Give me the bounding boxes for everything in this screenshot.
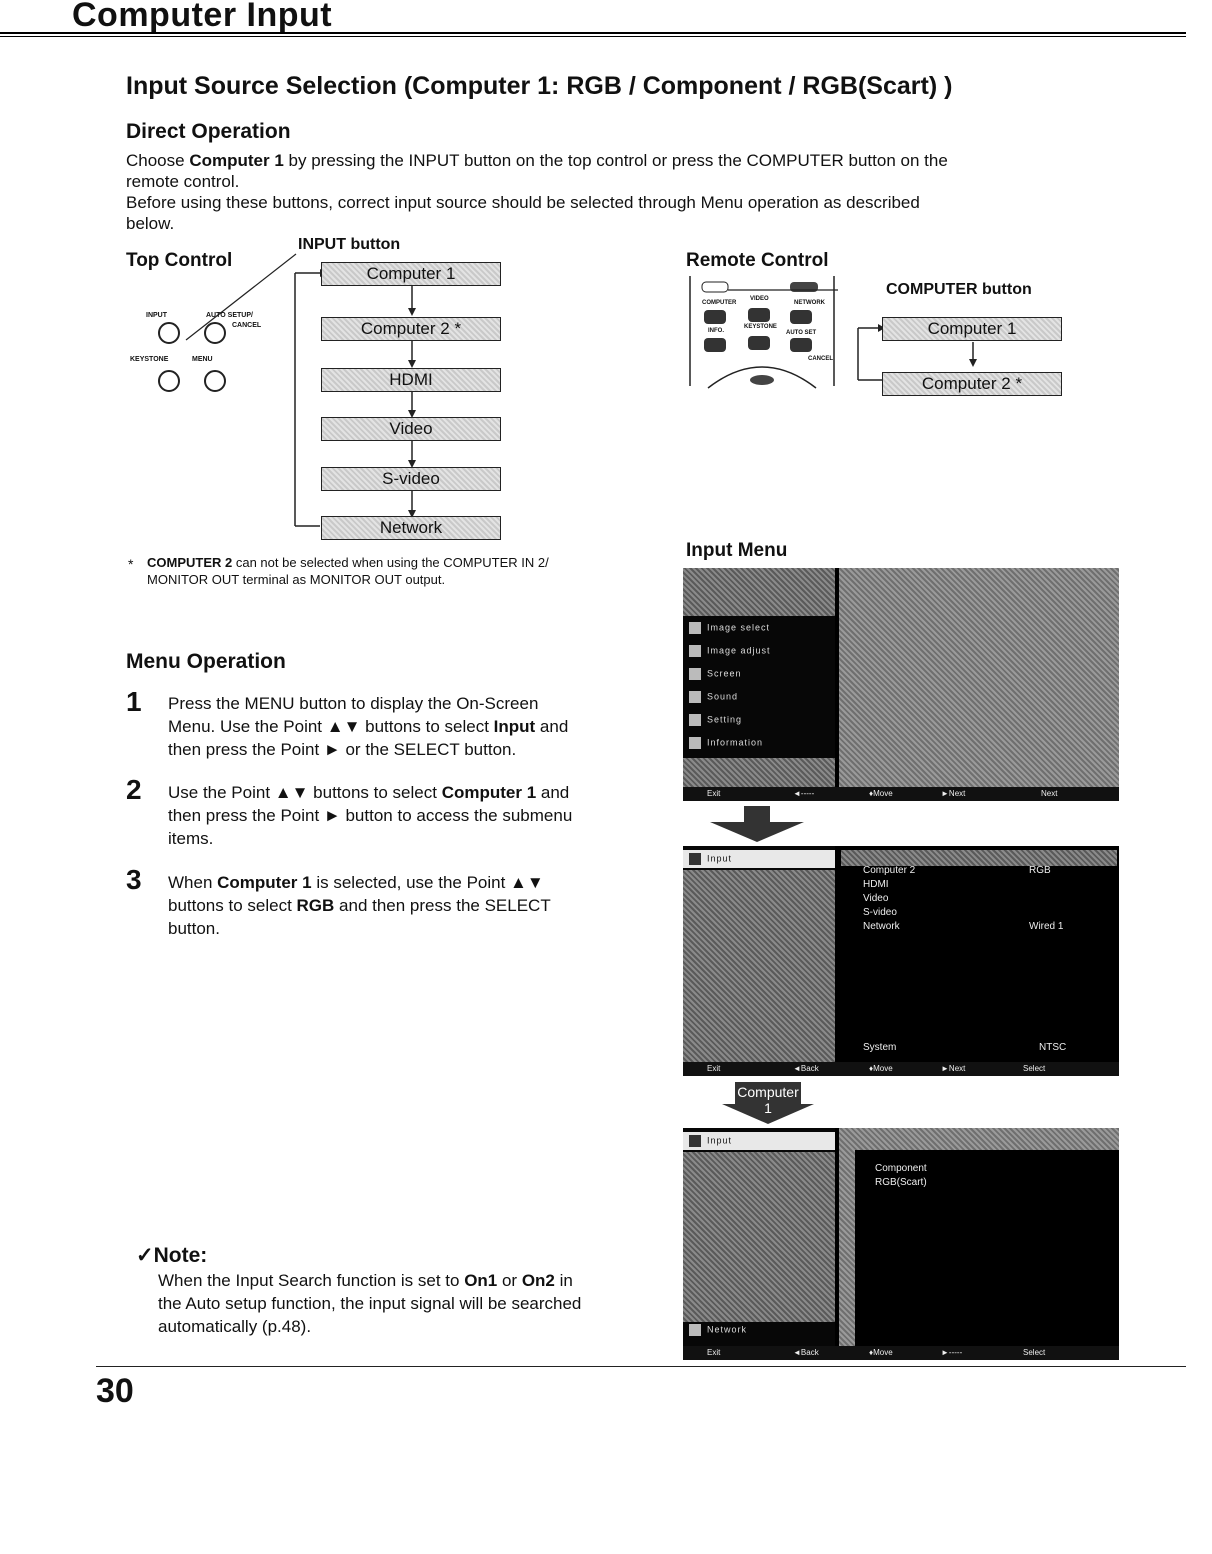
text-span: Image adjust bbox=[707, 645, 771, 656]
osd-item-image-select bbox=[689, 622, 770, 634]
source-computer-1: Computer 1 bbox=[321, 262, 501, 286]
text-span: Information bbox=[707, 737, 764, 748]
list-item: HDMI bbox=[863, 879, 889, 890]
osd-menu-list bbox=[683, 1128, 835, 1346]
top-control-diagram bbox=[140, 240, 510, 550]
information-icon bbox=[689, 737, 701, 749]
text-span: and then press the SELECT bbox=[334, 896, 551, 915]
keystone-key-label: KEYSTONE bbox=[130, 356, 169, 363]
footer-select: Select bbox=[1023, 1064, 1046, 1073]
text-span: When bbox=[168, 873, 218, 892]
text-line: automatically (p.48). bbox=[158, 1317, 312, 1336]
text-span: in bbox=[554, 1271, 573, 1290]
section-title: Input Source Selection (Computer 1: RGB / Component / RGB(Scart) ) bbox=[126, 72, 953, 100]
direct-operation-heading: Direct Operation bbox=[126, 120, 291, 143]
footer-exit: Exit bbox=[707, 789, 721, 798]
arrow-label bbox=[735, 1084, 801, 1116]
text-line: MONITOR OUT terminal as MONITOR OUT output. bbox=[147, 572, 446, 587]
text-span: Input bbox=[707, 853, 733, 864]
text-span: Menu. Use the Point ▲▼ buttons to select bbox=[168, 717, 494, 736]
input-menu-heading: Input Menu bbox=[686, 540, 788, 561]
step-1-text bbox=[168, 692, 618, 761]
text-bold: Computer 1 bbox=[217, 873, 312, 892]
remote-key-video: VIDEO bbox=[750, 296, 769, 302]
footnote-mark: * bbox=[128, 556, 134, 572]
osd-item-setting bbox=[689, 714, 742, 726]
text-span: Network bbox=[707, 1324, 748, 1335]
text-span: can not be selected when using the COMPUTER IN 2/ bbox=[232, 555, 549, 570]
footer-select: Next bbox=[1041, 789, 1058, 798]
footer-move: ♦Move bbox=[869, 1348, 893, 1357]
osd-signal-list bbox=[875, 1162, 927, 1190]
osd-footer bbox=[683, 1346, 1119, 1360]
text-line: below. bbox=[126, 214, 175, 233]
footer-exit: Exit bbox=[707, 1348, 721, 1357]
text-line: remote control. bbox=[126, 172, 240, 191]
note-text bbox=[158, 1269, 638, 1338]
text-bold: RGB bbox=[296, 896, 335, 915]
osd-item-image-adjust bbox=[689, 645, 771, 657]
list-item: Video bbox=[863, 893, 889, 904]
osd-submenu-preview bbox=[839, 568, 1119, 787]
list-item: Computer 2 bbox=[863, 865, 916, 876]
menu-button[interactable] bbox=[204, 370, 226, 392]
source-network: Network bbox=[321, 516, 501, 540]
page-header-title: Computer Input bbox=[72, 0, 333, 34]
remote-key-cancel: CANCEL bbox=[808, 356, 833, 362]
footer-next: ►Next bbox=[941, 789, 966, 798]
osd-dimmed-items bbox=[683, 1152, 835, 1322]
input-icon bbox=[689, 1135, 701, 1147]
source-s-video: S-video bbox=[321, 467, 501, 491]
osd-screen-computer1-submenu bbox=[683, 1128, 1119, 1360]
text-bold: Input bbox=[493, 717, 536, 736]
text-bold: On1 bbox=[464, 1271, 498, 1290]
list-item: Component bbox=[875, 1163, 927, 1174]
input-key-label: INPUT bbox=[146, 312, 167, 319]
osd-source-list bbox=[863, 864, 915, 934]
list-item: S-video bbox=[863, 907, 897, 918]
osd-dimmed-items bbox=[683, 568, 835, 616]
text-span: Setting bbox=[707, 714, 743, 725]
text-span: When the Input Search function is set to bbox=[158, 1271, 465, 1290]
footer-next: ►Next bbox=[941, 1064, 966, 1073]
step-number: 1 bbox=[126, 686, 142, 717]
footer-exit: Exit bbox=[707, 1064, 721, 1073]
text-span: Sound bbox=[707, 691, 739, 702]
remote-key-auto-set: AUTO SET bbox=[786, 330, 817, 336]
step-number: 3 bbox=[126, 864, 142, 895]
osd-dimmed-items bbox=[683, 870, 835, 1062]
osd-value-rgb: RGB bbox=[1029, 865, 1051, 876]
input-icon bbox=[689, 853, 701, 865]
osd-item-network bbox=[689, 1324, 747, 1336]
osd-item-input bbox=[689, 853, 732, 865]
remote-control-heading: Remote Control bbox=[686, 250, 829, 271]
down-arrow-stem bbox=[744, 806, 770, 822]
input-button[interactable] bbox=[158, 322, 180, 344]
footer-next: ►----- bbox=[941, 1348, 963, 1357]
text-line: then press the Point ► button to access the submenu bbox=[168, 806, 573, 825]
osd-submenu-background bbox=[839, 1128, 1119, 1346]
text-bold: Computer 1 bbox=[441, 783, 537, 802]
text-bold: Computer 1 bbox=[189, 151, 284, 170]
top-control-heading: Top Control bbox=[126, 250, 233, 271]
footer-move: ♦Move bbox=[869, 789, 893, 798]
text-span: Use the Point ▲▼ buttons to select bbox=[168, 783, 442, 802]
cancel-key-label: CANCEL bbox=[232, 322, 262, 329]
text-line: button. bbox=[168, 919, 220, 938]
footnote-text bbox=[147, 554, 549, 588]
text-span: and bbox=[536, 783, 570, 802]
osd-item-screen bbox=[689, 668, 742, 680]
text-line: Before using these buttons, correct input source should be selected through Menu operation as described bbox=[126, 193, 920, 212]
source-video: Video bbox=[321, 417, 501, 441]
source-hdmi: HDMI bbox=[321, 368, 501, 392]
text-span: buttons to select bbox=[168, 896, 297, 915]
header-rule bbox=[0, 32, 1186, 34]
remote-key-info: INFO. bbox=[708, 328, 724, 334]
remote-source-computer-2: Computer 2 * bbox=[882, 372, 1062, 396]
sound-icon bbox=[689, 691, 701, 703]
remote-key-keystone: KEYSTONE bbox=[744, 324, 777, 330]
text-span: or bbox=[497, 1271, 522, 1290]
computer-button-label: COMPUTER button bbox=[886, 281, 1032, 298]
step-2-text bbox=[168, 781, 618, 850]
step-3-text bbox=[168, 871, 618, 940]
note-heading: ✓Note: bbox=[136, 1244, 208, 1267]
network-icon bbox=[689, 1324, 701, 1336]
screen-icon bbox=[689, 668, 701, 680]
input-button-label: INPUT button bbox=[298, 236, 401, 253]
osd-footer bbox=[683, 1062, 1119, 1076]
text-line: Computer bbox=[737, 1084, 799, 1100]
auto-setup-key-label: AUTO SETUP/ bbox=[206, 312, 253, 319]
list-item: RGB(Scart) bbox=[875, 1177, 927, 1188]
list-item: Network bbox=[863, 921, 900, 932]
osd-item-information bbox=[689, 737, 763, 749]
setting-icon bbox=[689, 714, 701, 726]
image-adjust-icon bbox=[689, 645, 701, 657]
text-line: 1 bbox=[764, 1100, 772, 1116]
text-span: by pressing the INPUT button on the top control or press the COMPUTER button on the bbox=[283, 151, 948, 170]
text-line: Press the MENU button to display the On-Screen bbox=[168, 694, 539, 713]
footnote-bold: COMPUTER 2 bbox=[147, 555, 233, 570]
osd-screen-input-submenu bbox=[683, 846, 1119, 1076]
osd-menu-list bbox=[683, 846, 835, 1062]
text-span: and bbox=[535, 717, 569, 736]
footer-rule bbox=[96, 1366, 1186, 1367]
image-select-icon bbox=[689, 622, 701, 634]
step-number: 2 bbox=[126, 774, 142, 805]
footer-move: ♦Move bbox=[869, 1064, 893, 1073]
text-span: Input bbox=[707, 1135, 733, 1146]
menu-operation-heading: Menu Operation bbox=[126, 650, 286, 673]
osd-menu-list bbox=[683, 568, 835, 787]
text-span: is selected, use the Point ▲▼ bbox=[311, 873, 544, 892]
text-line: then press the Point ► or the SELECT button. bbox=[168, 740, 517, 759]
osd-item-input bbox=[689, 1135, 732, 1147]
remote-key-computer: COMPUTER bbox=[702, 300, 737, 306]
text-span: Image select bbox=[707, 622, 771, 633]
menu-key-label: MENU bbox=[192, 356, 213, 363]
source-computer-2: Computer 2 * bbox=[321, 317, 501, 341]
osd-value-wired: Wired 1 bbox=[1029, 921, 1064, 932]
footer-select: Select bbox=[1023, 1348, 1046, 1357]
text-span: Choose bbox=[126, 151, 190, 170]
page-number: 30 bbox=[96, 1372, 134, 1410]
text-bold: On2 bbox=[521, 1271, 555, 1290]
footer-back: ◄Back bbox=[793, 1348, 819, 1357]
remote-key-network: NETWORK bbox=[794, 300, 825, 306]
auto-setup-button[interactable] bbox=[204, 322, 226, 344]
osd-footer bbox=[683, 787, 1119, 801]
footer-back: ◄----- bbox=[793, 789, 815, 798]
direct-operation-text bbox=[126, 150, 1086, 234]
remote-flow-arrow bbox=[965, 340, 981, 370]
osd-submenu bbox=[839, 846, 1119, 1062]
text-line: items. bbox=[168, 829, 214, 848]
down-arrow-head bbox=[710, 822, 804, 842]
osd-system-label: System bbox=[863, 1042, 897, 1053]
remote-source-computer-1: Computer 1 bbox=[882, 317, 1062, 341]
text-span: Screen bbox=[707, 668, 742, 679]
header-rule-secondary bbox=[0, 36, 1186, 37]
osd-item-sound bbox=[689, 691, 738, 703]
osd-system-value: NTSC bbox=[1039, 1042, 1067, 1053]
osd-screen-main-menu bbox=[683, 568, 1119, 801]
keystone-button[interactable] bbox=[158, 370, 180, 392]
footer-back: ◄Back bbox=[793, 1064, 819, 1073]
text-line: the Auto setup function, the input signal will be searched bbox=[158, 1294, 582, 1313]
osd-dimmed-items bbox=[683, 758, 835, 787]
